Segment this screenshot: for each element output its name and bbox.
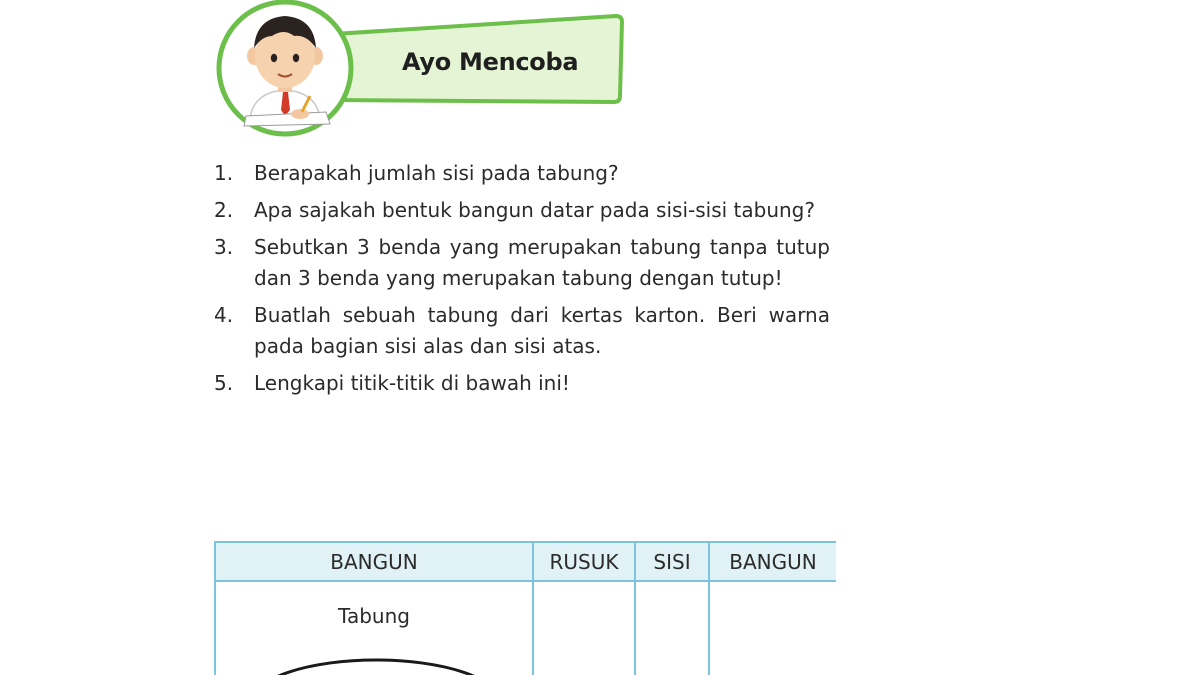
column-header-sisi: SISI: [635, 542, 709, 581]
question-text: Berapakah jumlah sisi pada tabung?: [254, 161, 619, 185]
question-number: 1.: [214, 161, 234, 185]
worksheet-table: [214, 541, 836, 675]
column-header-bangun-2: BANGUN: [709, 542, 836, 581]
question-text: Buatlah sebuah tabung dari kertas karton. Beri warna pada bagian sisi alas dan sisi atas.: [254, 303, 830, 358]
rusuk-cell[interactable]: [533, 581, 635, 675]
question-number: 4.: [214, 303, 234, 327]
sisi-cell[interactable]: [635, 581, 709, 675]
question-item: [214, 195, 830, 226]
question-item: [214, 368, 830, 399]
question-text: Apa sajakah bentuk bangun datar pada sisi-sisi tabung?: [254, 198, 815, 222]
table-header-row: [215, 542, 836, 581]
question-text: Sebutkan 3 benda yang merupakan tabung tanpa tutup dan 3 benda yang merupakan tabung dengan tutup!: [254, 235, 830, 290]
question-item: [214, 300, 830, 362]
question-item: [214, 158, 830, 189]
shape-name: Tabung: [338, 604, 410, 628]
question-number: 5.: [214, 371, 234, 395]
section-title: Ayo Mencoba: [402, 48, 579, 76]
column-header-bangun: BANGUN: [215, 542, 533, 581]
question-list: [214, 158, 830, 405]
question-text: Lengkapi titik-titik di bawah ini!: [254, 371, 570, 395]
question-item: [214, 232, 830, 294]
cylinder-icon: [248, 654, 504, 675]
table-row: [215, 581, 836, 675]
column-header-rusuk: RUSUK: [533, 542, 635, 581]
question-number: 3.: [214, 235, 234, 259]
bangun-cell[interactable]: [709, 581, 836, 675]
shape-cell: [215, 581, 533, 675]
boy-writing-icon: [214, 0, 356, 140]
worksheet-table-container: [214, 541, 836, 675]
question-number: 2.: [214, 198, 234, 222]
